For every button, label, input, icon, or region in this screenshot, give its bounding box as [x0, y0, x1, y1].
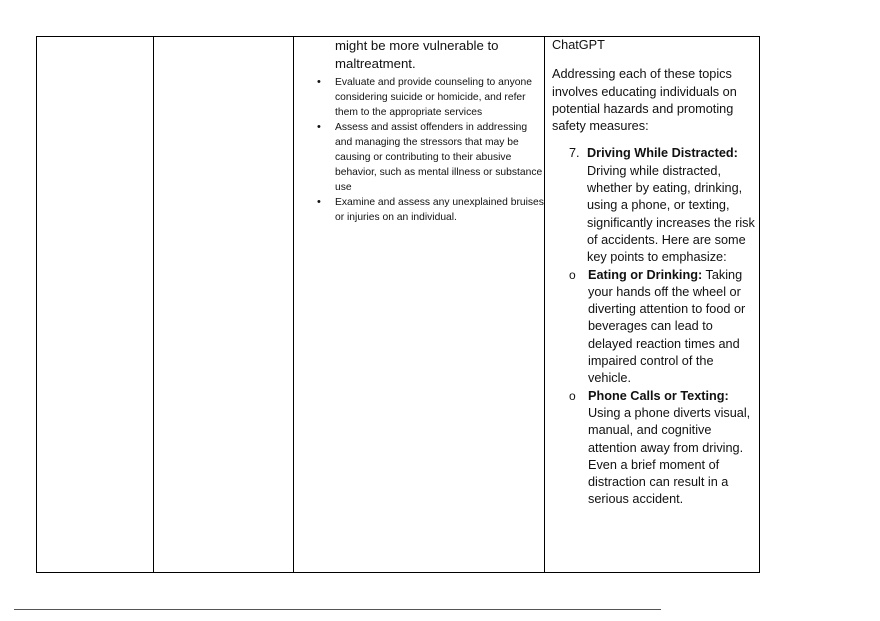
- item-number: 7.: [569, 146, 580, 161]
- column-divider-3: [544, 37, 545, 572]
- interventions-cell: [296, 37, 544, 225]
- hollow-bullet-icon: o: [569, 267, 576, 282]
- intro-paragraph: Addressing each of these topics involves educating individuals on potential hazards and promoting safety measures:: [552, 67, 737, 134]
- list-item: • Assess and assist offenders in addressing and managing the stressors that may be causing or contributing to their abusive behavior, such as mental illness or substance use: [296, 120, 544, 195]
- item-title: Driving While Distracted:: [587, 146, 738, 161]
- list-item: • Evaluate and provide counseling to anyone considering suicide or homicide, and refer them to the appropriate services: [296, 75, 544, 120]
- sub-item-phone: [552, 388, 759, 509]
- sub-item-title: Eating or Drinking:: [588, 267, 703, 282]
- interventions-list: [296, 75, 544, 225]
- sub-item-eating: [552, 267, 759, 388]
- hollow-bullet-icon: o: [569, 388, 576, 403]
- sub-item-title: Phone Calls or Texting:: [588, 388, 729, 403]
- footer-divider: [14, 609, 661, 610]
- item-text: Driving while distracted, whether by eating, drinking, using a phone, or texting, significantly increases the risk of accidents. Here are some key points to emphasize:: [587, 163, 755, 265]
- sub-item-text: Taking your hands off the wheel or diverting attention to food or beverages can lead to delayed reaction times and impaired control of the vehicle.: [588, 267, 746, 386]
- list-item: • Examine and assess any unexplained bruises or injuries on an individual.: [296, 195, 544, 225]
- interventions-lead-text: might be more vulnerable to maltreatment.: [335, 38, 499, 71]
- document-table: [36, 36, 760, 573]
- column-divider-2: [293, 37, 294, 572]
- column-divider-1: [153, 37, 154, 572]
- chatgpt-cell: [552, 37, 759, 509]
- numbered-item: [552, 145, 759, 266]
- sub-item-text: Using a phone diverts visual, manual, and cognitive attention away from driving. Even a brief moment of distraction can result in a serious accident.: [588, 405, 751, 507]
- source-label: ChatGPT: [552, 38, 605, 52]
